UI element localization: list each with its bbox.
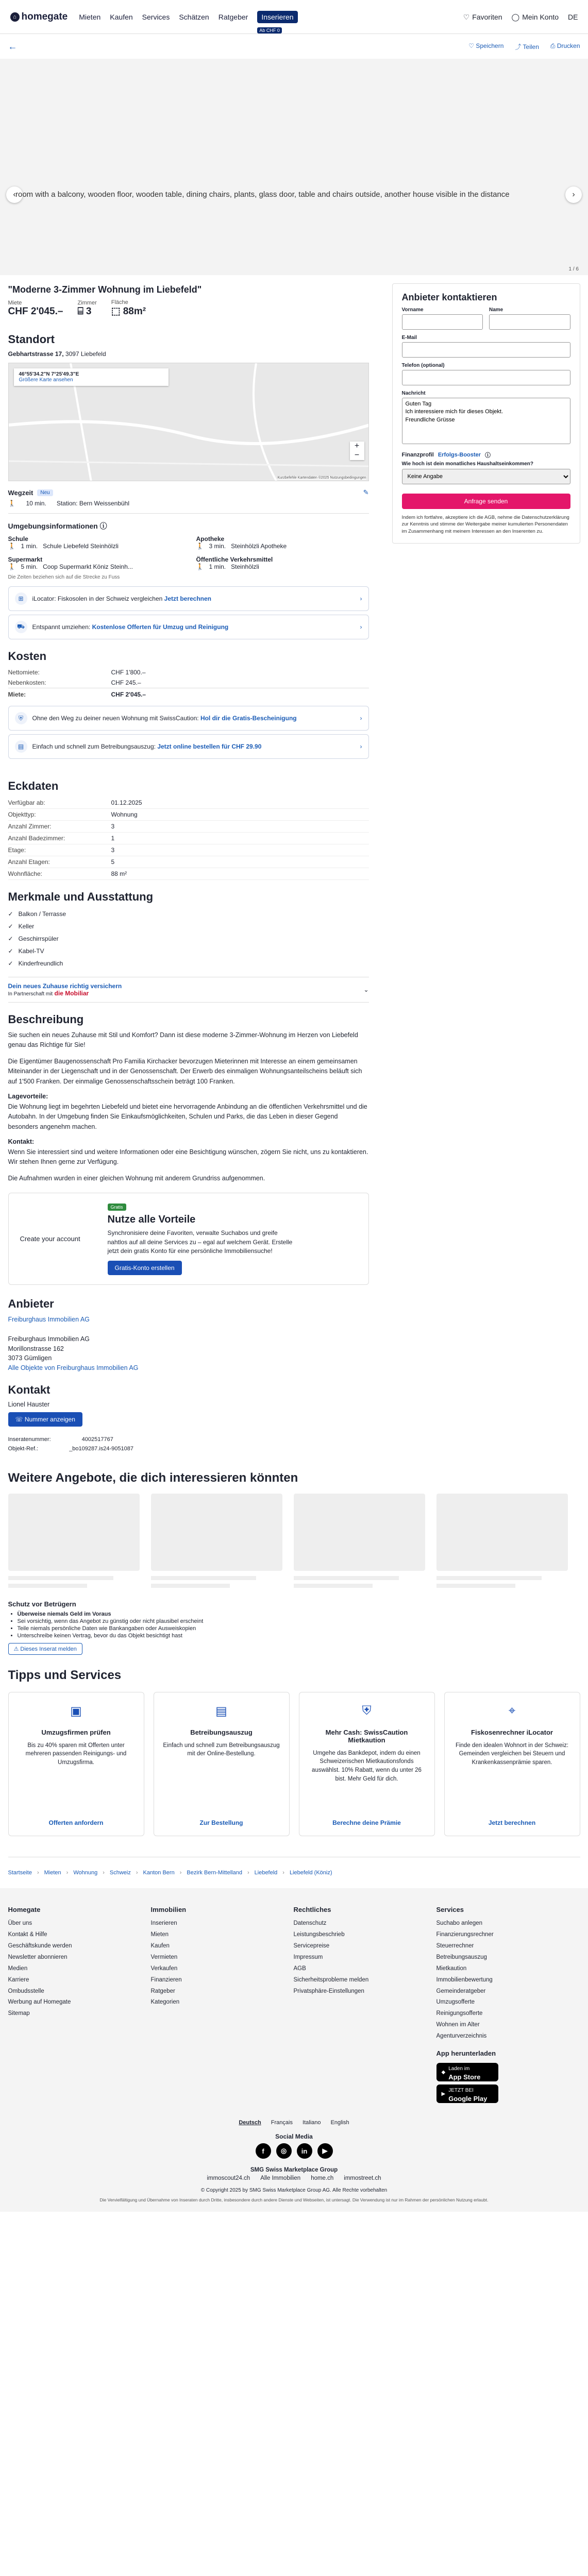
gallery-next-icon[interactable]: › bbox=[565, 187, 582, 203]
tips-heading: Tipps und Services bbox=[8, 1668, 122, 1682]
nav-mieten[interactable]: Mieten bbox=[79, 13, 101, 21]
tip-card[interactable]: ⛨ Mehr Cash: SwissCaution Mietkaution Umgehe das Bankdepot, indem du einen Schweizerischen Mietkautionsfonds auswählst. 10% Rabatt, wenn du unter 26 bist. Mehr Geld für dich. Berechne deine Prämie bbox=[299, 1692, 435, 1836]
surrounding-item: Schule 🚶 1 min. Schule Liebefeld Steinhölzli bbox=[8, 535, 119, 550]
promo-moving[interactable]: ⛟ Entspannt umziehen: Kostenlose Offerten für Umzug und Reinigung › bbox=[8, 615, 369, 639]
map-pin-icon: ⌖ bbox=[508, 1703, 516, 1718]
footer-column: Immobilien Inserieren Mieten Kaufen Vermieten Verkaufen Finanzieren Ratgeber Kategorien bbox=[151, 1904, 294, 2107]
calculator-icon: ⊞ bbox=[15, 592, 27, 605]
footer-link[interactable]: Werbung auf Homegate bbox=[8, 1999, 71, 2006]
print-button[interactable]: ⎙ Drucken bbox=[550, 42, 580, 49]
key-facts: Miete CHF 2'045.– Zimmer ⌸ 3 Fläche ⬚ 88m² bbox=[8, 299, 146, 317]
save-button[interactable]: ♡ Speichern bbox=[468, 42, 504, 49]
breadcrumb-item[interactable]: Bezirk Bern-Mittelland bbox=[187, 1869, 242, 1876]
detail-row: Anzahl Etagen: 5 bbox=[8, 856, 369, 868]
breadcrumb-item[interactable]: Kanton Bern bbox=[143, 1869, 175, 1876]
nav-kaufen[interactable]: Kaufen bbox=[110, 13, 133, 21]
vendor-info: Freiburghaus Immobilien AG Freiburghaus Immobilien AG Morillonstrasse 162 3073 Gümligen Alle Objekte von Freiburghaus Immobilien AG bbox=[8, 1316, 139, 1372]
breadcrumb-item[interactable]: Wohnung bbox=[73, 1869, 98, 1876]
footer-link[interactable]: Kaufen bbox=[150, 1943, 170, 1950]
check-icon: ✓ bbox=[8, 947, 13, 955]
footer-link[interactable]: Finanzieren bbox=[150, 1976, 182, 1983]
account-link[interactable]: ◯ Mein Konto bbox=[511, 12, 559, 21]
play-icon: ▶ bbox=[441, 2091, 446, 2097]
footer-link[interactable]: Medien bbox=[8, 1965, 28, 1972]
facebook-icon[interactable]: f bbox=[256, 2143, 271, 2159]
create-account-button[interactable]: Gratis-Konto erstellen bbox=[108, 1261, 182, 1275]
footer-link[interactable]: Kontakt & Hilfe bbox=[8, 1931, 47, 1938]
detail-row: Verfügbar ab: 01.12.2025 bbox=[8, 797, 369, 809]
nav-schaetzen[interactable]: Schätzen bbox=[179, 13, 209, 21]
footer-column: Rechtliches Datenschutz Leistungsbeschrieb Servicepreise Impressum AGB Sicherheitsprobleme melden Privatsphäre-Einstellungen bbox=[294, 1904, 436, 2107]
listing-ids: Inseratenummer: 4002517767 Objekt-Ref.: _bo109287.is24-9051087 bbox=[8, 1436, 133, 1452]
promo-betreibung[interactable]: ▤ Einfach und schnell zum Betreibungsauszug: Jetzt online bestellen für CHF 29.90 › bbox=[8, 734, 369, 759]
surrounding-item: Supermarkt 🚶 5 min. Coop Supermarkt Köniz Steinh... bbox=[8, 556, 133, 570]
rent-value: CHF 2'045.– bbox=[8, 306, 63, 317]
check-icon: ✓ bbox=[8, 910, 13, 918]
language-links: Deutsch Français Italiano English bbox=[239, 2120, 349, 2126]
chevron-right-icon: › bbox=[66, 1869, 69, 1876]
footer-link[interactable]: Servicepreise bbox=[293, 1943, 330, 1950]
info-icon[interactable]: ⓘ bbox=[484, 452, 491, 459]
listing-title: "Moderne 3-Zimmer Wohnung im Liebefeld" bbox=[8, 284, 202, 295]
costs-table: Nettomiete: CHF 1'800.– Nebenkosten: CHF 245.– Miete: CHF 2'045.– bbox=[8, 667, 369, 700]
offer-card-placeholder[interactable] bbox=[8, 1494, 140, 1588]
more-offers-heading: Weitere Angebote, die dich interessieren könnten bbox=[8, 1470, 298, 1485]
chevron-right-icon: › bbox=[136, 1869, 138, 1876]
footer-link[interactable]: Verkaufen bbox=[150, 1965, 178, 1972]
smg-group: SMG Swiss Marketplace Group immoscout24.ch Alle Immobilien home.ch immostreet.ch bbox=[207, 2167, 381, 2182]
footer-link[interactable]: Finanzierungsrechner bbox=[436, 1931, 494, 1938]
footer-link[interactable]: Reinigungsofferte bbox=[436, 2010, 483, 2017]
surroundings-heading: Umgebungsinformationen ⓘ bbox=[8, 522, 107, 530]
footer-link[interactable]: Leistungsbeschrieb bbox=[293, 1931, 345, 1938]
chevron-right-icon: › bbox=[179, 1869, 182, 1876]
footer-link[interactable]: Ombudsstelle bbox=[8, 1988, 44, 1994]
user-icon: ◯ bbox=[511, 12, 520, 21]
map-attribution: Kurzbefehle Kartendaten ©2025 Nutzungsbedingungen bbox=[277, 476, 366, 480]
contact-form: Anbieter kontaktieren Vorname Name E-Mail Telefon (optional) Nachricht Guten Tag Ich interessiere mich für dieses Objekt. Freundliche Grüsse Finanzprofil Erfolgs-Booster ⓘ Wie hoch ist dein monatliches Haushaltseinkommen? Keine Angabe Anfrage senden Indem ich fortfahre, akzeptiere ich die AGB, nehme die Datenschutzerklärung zur Kenntnis und stimme der Weitergabe meiner kumulierten Personendaten im Zusammenhang mit meinem Interessen an den Inserenten zu. bbox=[392, 283, 580, 544]
detail-row: Wohnfläche: 88 m² bbox=[8, 868, 369, 880]
footer-link[interactable]: Privatsphäre-Einstellungen bbox=[293, 1988, 364, 1994]
more-offers bbox=[8, 1494, 580, 1588]
zoom-in-icon[interactable]: + bbox=[354, 442, 360, 450]
area-icon: ⬚ bbox=[111, 306, 121, 317]
chevron-right-icon: › bbox=[37, 1869, 39, 1876]
nav-badge: Ab CHF 0 bbox=[257, 27, 282, 33]
chevron-right-icon: › bbox=[103, 1869, 105, 1876]
free-badge: Gratis bbox=[108, 1204, 126, 1211]
favorites-link[interactable]: ♡ Favoriten bbox=[463, 12, 502, 21]
footer-link[interactable]: Agenturverzeichnis bbox=[436, 2032, 487, 2039]
walk-icon: 🚶 bbox=[8, 543, 16, 550]
footer-link[interactable]: Ratgeber bbox=[150, 1988, 175, 1994]
income-select[interactable] bbox=[402, 469, 570, 484]
footer-link[interactable]: AGB bbox=[293, 1965, 306, 1972]
area-value: 88m² bbox=[123, 306, 146, 317]
features-list bbox=[8, 908, 369, 970]
chevron-right-icon: › bbox=[360, 595, 362, 602]
vendor-all-objects-link[interactable]: Alle Objekte von Freiburghaus Immobilien AG bbox=[8, 1364, 139, 1372]
document-icon: ▤ bbox=[215, 1704, 227, 1718]
door-icon: ⌸ bbox=[77, 306, 83, 317]
footer-link[interactable]: Datenschutz bbox=[293, 1920, 327, 1927]
legal-text: Indem ich fortfahre, akzeptiere ich die AGB, nehme die Datenschutzerklärung zur Kenntnis und stimme der Weitergabe meiner kumulierten Personendaten im Zusammenhang mit meinem Interessen an den Inserenten zu. bbox=[401, 515, 569, 534]
feature-item: ✓ Keller bbox=[8, 923, 35, 930]
app-store-button[interactable]: ◆ Laden im App Store bbox=[436, 2063, 498, 2081]
feature-item: ✓ Kabel-TV bbox=[8, 947, 44, 955]
vendor-heading: Anbieter bbox=[8, 1297, 54, 1311]
footer-link[interactable]: Sicherheitsprobleme melden bbox=[293, 1976, 369, 1983]
finance-profile: Finanzprofil Erfolgs-Booster ⓘ bbox=[401, 452, 491, 459]
truck-icon: ⛟ bbox=[15, 621, 27, 633]
zoom-out-icon[interactable]: − bbox=[354, 451, 360, 460]
walk-icon: 🚶 bbox=[8, 563, 16, 570]
nav-ratgeber[interactable]: Ratgeber bbox=[218, 13, 248, 21]
chevron-right-icon: › bbox=[360, 743, 362, 750]
chevron-right-icon: › bbox=[360, 623, 362, 631]
house-icon: ⌂ bbox=[10, 12, 20, 22]
map-zoom-controls[interactable] bbox=[350, 442, 364, 460]
surrounding-item: Öffentliche Verkehrsmittel 🚶 1 min. Steinhölzli bbox=[196, 556, 273, 570]
boost-link[interactable]: Erfolgs-Booster bbox=[438, 452, 481, 458]
email-input[interactable] bbox=[402, 342, 570, 358]
breadcrumb-item[interactable]: Liebefeld bbox=[254, 1869, 278, 1876]
check-icon: ✓ bbox=[8, 960, 13, 967]
feature-item: ✓ Balkon / Terrasse bbox=[8, 910, 66, 918]
breadcrumb-item[interactable]: Schweiz bbox=[109, 1869, 131, 1876]
footer-link[interactable]: Mieten bbox=[150, 1931, 169, 1938]
contact-section: Kontakt Lionel Hauster ☏ Nummer anzeigen Inseratenummer: 4002517767 Objekt-Ref.: _bo109287.is24-9051087 bbox=[8, 1383, 369, 1453]
gallery-prev-icon[interactable]: ‹ bbox=[6, 187, 23, 203]
nav-services[interactable]: Services bbox=[142, 13, 170, 21]
details-table bbox=[8, 797, 369, 880]
footer-link[interactable]: Immobilienbewertung bbox=[436, 1976, 493, 1983]
account-promo: Create your account Gratis Nutze alle Vorteile Synchronisiere deine Favoriten, verwalte Suchabos und greife nahtlos auf all deine Services zu – egal auf welchem Gerät. Erstelle jetzt dein gratis Konto für eine persönliche Immobiliensuche! Gratis-Konto erstellen bbox=[8, 1193, 369, 1285]
footer-link[interactable]: Gemeinderatgeber bbox=[436, 1988, 486, 1994]
footer-link[interactable]: Suchabo anlegen bbox=[436, 1920, 483, 1927]
footer-link[interactable]: Steuerrechner bbox=[436, 1943, 474, 1950]
chevron-right-icon: › bbox=[360, 715, 362, 722]
image-gallery[interactable] bbox=[0, 59, 588, 275]
new-badge: Neu bbox=[37, 489, 53, 496]
share-button[interactable]: ⤴ Teilen bbox=[515, 43, 539, 50]
back-arrow-icon[interactable]: ← bbox=[8, 41, 18, 52]
document-icon: ▤ bbox=[15, 740, 27, 753]
google-play-button[interactable]: ▶ JETZT BEI Google Play bbox=[436, 2084, 498, 2103]
footer-column: Homegate Über uns Kontakt & Hilfe Geschäftskunde werden Newsletter abonnieren Medien Karriere Ombudsstelle Werbung auf Homegate Sitemap bbox=[8, 1904, 151, 2107]
tip-card[interactable]: ▤ Betreibungsauszug Einfach und schnell zum Betreibungsauszug mit der Online-Bestellung. Zur Bestellung bbox=[154, 1692, 290, 1836]
footer-column: Services Suchabo anlegen Finanzierungsrechner Steuerrechner Betreibungsauszug Mietkaution Immobilienbewertung Gemeinderatgeber Umzugsofferte Reinigungsofferte Wohnen im Alter Agenturverzeichnis App herunterladen ◆ Laden im App Store ▶ JETZT BEI Google Play bbox=[436, 1904, 579, 2107]
footer-link[interactable]: Betreibungsauszug bbox=[436, 1954, 487, 1961]
footer-link[interactable]: Wohnen im Alter bbox=[436, 2022, 480, 2028]
homegate-logo[interactable]: ⌂ homegate bbox=[10, 11, 68, 23]
footer-link[interactable]: Vermieten bbox=[150, 1954, 178, 1961]
footer-link[interactable]: Impressum bbox=[293, 1954, 323, 1961]
footer-link[interactable]: Newsletter abonnieren bbox=[8, 1954, 68, 1961]
footer-link[interactable]: Umzugsofferte bbox=[436, 1999, 475, 2006]
breadcrumb-item[interactable]: Startseite bbox=[8, 1869, 32, 1876]
footer-link[interactable]: Über uns bbox=[8, 1920, 32, 1927]
phone-input[interactable] bbox=[402, 370, 570, 385]
breadcrumb-item[interactable]: Liebefeld (Köniz) bbox=[289, 1869, 332, 1876]
tips-grid bbox=[8, 1692, 580, 1836]
send-request-button[interactable]: Anfrage senden bbox=[402, 494, 570, 509]
feature-item: ✓ Kinderfreundlich bbox=[8, 960, 63, 967]
footer-link[interactable]: Karriere bbox=[8, 1976, 29, 1983]
chevron-right-icon: › bbox=[282, 1869, 284, 1876]
message-textarea[interactable] bbox=[402, 398, 570, 444]
gallery-counter: 1 / 6 bbox=[568, 266, 579, 272]
chevron-right-icon: › bbox=[247, 1869, 249, 1876]
features-heading: Merkmale und Ausstattung bbox=[8, 890, 154, 903]
route-row: 🚶 10 min. Station: Bern Weissenbühl bbox=[8, 500, 369, 514]
language-selector[interactable]: DE bbox=[568, 13, 578, 21]
edit-icon[interactable]: ✎ bbox=[363, 488, 369, 496]
offer-card-placeholder[interactable] bbox=[436, 1494, 568, 1588]
heart-icon: ♡ bbox=[463, 12, 470, 21]
rooms-value: 3 bbox=[86, 306, 92, 317]
details-heading: Eckdaten bbox=[8, 779, 59, 792]
vendor-name-link[interactable]: Freiburghaus Immobilien AG bbox=[8, 1316, 90, 1324]
offer-card-placeholder[interactable] bbox=[151, 1494, 282, 1588]
description: Beschreibung Sie suchen ein neues Zuhause mit Stil und Komfort? Dann ist diese moderne 3-Zimmer-Wohnung im Herzen von Liebefeld genau das Richtige für Sie! Die Eigentümer Baugenossenschaft Pro Familia Kirchacker bevorzugen Mieterinnen mit Interesse an einem gemeinsamen Miteinander in der Liegenschaft und in der Genossenschaft. Der Erwerb des einmaligen Wohnungsanteilscheins beläuft sich auf 1'500 Franken. Der einmalige Genossenschaftsschein beträgt 100 Franken. Lagevorteile: Die Wohnung liegt im begehrten Liebefeld und bietet eine hervorragende Anbindung an die öffentlichen Verkehrsmittel und die Autobahn. In der Umgebung finden Sie Einkaufsmöglichkeiten, Schulen und Parks, die das Leben in dieser Gegend besonders angenehm machen. Kontakt: Wenn Sie interessiert sind und weitere Informationen oder eine Besichtigung wünschen, zögern Sie nicht, uns zu kontaktieren. Wir stehen Ihnen gerne zur Verfügung. Die Aufnahmen wurden in einer gleichen Wohnung mit anderem Grundriss aufgenommen. bbox=[8, 1013, 368, 1182]
location-map[interactable] bbox=[8, 363, 369, 481]
nav-inserieren[interactable]: Inserieren Ab CHF 0 bbox=[257, 11, 297, 23]
location-heading: Standort bbox=[8, 333, 55, 346]
feature-item: ✓ Geschirrspüler bbox=[8, 935, 59, 942]
breadcrumb-item[interactable]: Mieten bbox=[44, 1869, 61, 1876]
route-section: Wegzeit Neu ✎ bbox=[8, 488, 369, 497]
footer-link[interactable]: Inserieren bbox=[150, 1920, 177, 1927]
detail-row: Anzahl Zimmer: 3 bbox=[8, 821, 369, 833]
shield-icon: ⛨ bbox=[362, 1703, 372, 1718]
youtube-icon[interactable]: ▶ bbox=[317, 2143, 333, 2159]
shield-icon: ⛨ bbox=[15, 712, 27, 724]
walk-icon: 🚶 bbox=[8, 500, 16, 507]
gallery-image-alt: room with a balcony, wooden floor, wooden table, dining chairs, plants, glass door, table and chairs outside, another house visible in the distance bbox=[15, 190, 510, 199]
contact-name: Lionel Hauster bbox=[8, 1400, 50, 1408]
surroundings-note: Die Zeiten beziehen sich auf die Strecke zu Fuss bbox=[8, 574, 120, 580]
detail-row: Objekttyp: Wohnung bbox=[8, 809, 369, 821]
show-number-button[interactable]: ☏ Nummer anzeigen bbox=[8, 1412, 82, 1427]
tip-card[interactable]: ▣ Umzugsfirmen prüfen Bis zu 40% sparen mit Offerten unter mehreren passenden Reinigungs- und Umzugsfirma. Offerten anfordern bbox=[8, 1692, 144, 1836]
surroundings-grid bbox=[8, 535, 369, 570]
footer-link[interactable]: Mietkaution bbox=[436, 1965, 467, 1972]
costs-heading: Kosten bbox=[8, 650, 47, 663]
map-info-box: 46°55'34.2"N 7°25'49.3"E Größere Karte ansehen bbox=[14, 368, 169, 386]
fraud-protection: Schutz vor Betrügern • Überweise niemals Geld im Voraus • Sei vorsichtig, wenn das Angebot zu günstig oder nicht plausibel erscheint • Teile niemals persönliche Daten wie Bankangaben oder Ausweiskopien • Unterschreibe keinen Vertrag, bevor du das Objekt besichtigt hast ⚠ Dieses Inserat melden bbox=[8, 1600, 580, 1655]
promo-ilocator[interactable]: ⊞ iLocator: Fiskosolen in der Schweiz vergleichen Jetzt berechnen › bbox=[8, 586, 369, 611]
main-nav bbox=[79, 0, 297, 34]
surrounding-item: Apotheke 🚶 3 min. Steinhölzli Apotheke bbox=[196, 535, 287, 550]
walk-icon: 🚶 bbox=[196, 543, 204, 550]
footer-link[interactable]: Geschäftskunde werden bbox=[8, 1943, 72, 1950]
detail-row: Etage: 3 bbox=[8, 844, 369, 856]
insurance-banner[interactable]: Dein neues Zuhause richtig versichern In Partnerschaft mit die Mobiliar ⌄ bbox=[8, 977, 369, 1003]
offer-card-placeholder[interactable] bbox=[294, 1494, 425, 1588]
instagram-icon[interactable]: ◎ bbox=[276, 2143, 292, 2159]
check-icon: ✓ bbox=[8, 923, 13, 930]
mobiliar-logo: die Mobiliar bbox=[54, 990, 89, 997]
promo-swisscaution[interactable]: ⛨ Ohne den Weg zu deiner neuen Wohnung mit SwissCaution: Hol dir die Gratis-Bescheinigung › bbox=[8, 706, 369, 731]
contact-form-heading: Anbieter kontaktieren bbox=[401, 292, 497, 302]
walk-icon: 🚶 bbox=[196, 563, 204, 570]
footer bbox=[0, 1888, 588, 2212]
apple-icon: ◆ bbox=[441, 2069, 446, 2075]
address: Gebhartstrasse 17, 3097 Liebefeld bbox=[8, 350, 106, 358]
tip-card[interactable]: ⌖ Fiskosenrechner iLocator Finde den idealen Wohnort in der Schweiz: Gemeinden vergleichen bei Steuern und Krankenkassenprämie sparen. Jetzt berechnen bbox=[444, 1692, 580, 1836]
last-name-input[interactable] bbox=[489, 314, 570, 330]
footer-link[interactable]: Sitemap bbox=[8, 2010, 30, 2017]
first-name-input[interactable] bbox=[402, 314, 483, 330]
larger-map-link[interactable]: Größere Karte ansehen bbox=[19, 377, 73, 383]
info-icon[interactable]: ⓘ bbox=[99, 522, 107, 530]
footer-link[interactable]: Kategorien bbox=[150, 1999, 180, 2006]
copyright: © Copyright 2025 by SMG Swiss Marketplace Group AG. Alle Rechte vorbehalten bbox=[200, 2188, 388, 2194]
check-icon: ✓ bbox=[8, 935, 13, 942]
site-header bbox=[0, 0, 588, 34]
report-listing-button[interactable]: ⚠ Dieses Inserat melden bbox=[8, 1643, 82, 1655]
linkedin-icon[interactable]: in bbox=[297, 2143, 312, 2159]
box-icon: ▣ bbox=[70, 1704, 82, 1718]
detail-row: Anzahl Badezimmer: 1 bbox=[8, 833, 369, 844]
chevron-down-icon[interactable]: ⌄ bbox=[363, 986, 369, 993]
disclaimer: Die Vervielfältigung und Übernahme von Inseraten durch Dritte, insbesondere durch andere Dienste und Webseiten, ist untersagt. Die Verwendung ist nur im Rahmen der persönlichen Nutzung erlaubt. bbox=[99, 2197, 489, 2203]
breadcrumb bbox=[8, 1857, 580, 1888]
social-media: Social Media f ◎ in ▶ bbox=[0, 2133, 588, 2159]
